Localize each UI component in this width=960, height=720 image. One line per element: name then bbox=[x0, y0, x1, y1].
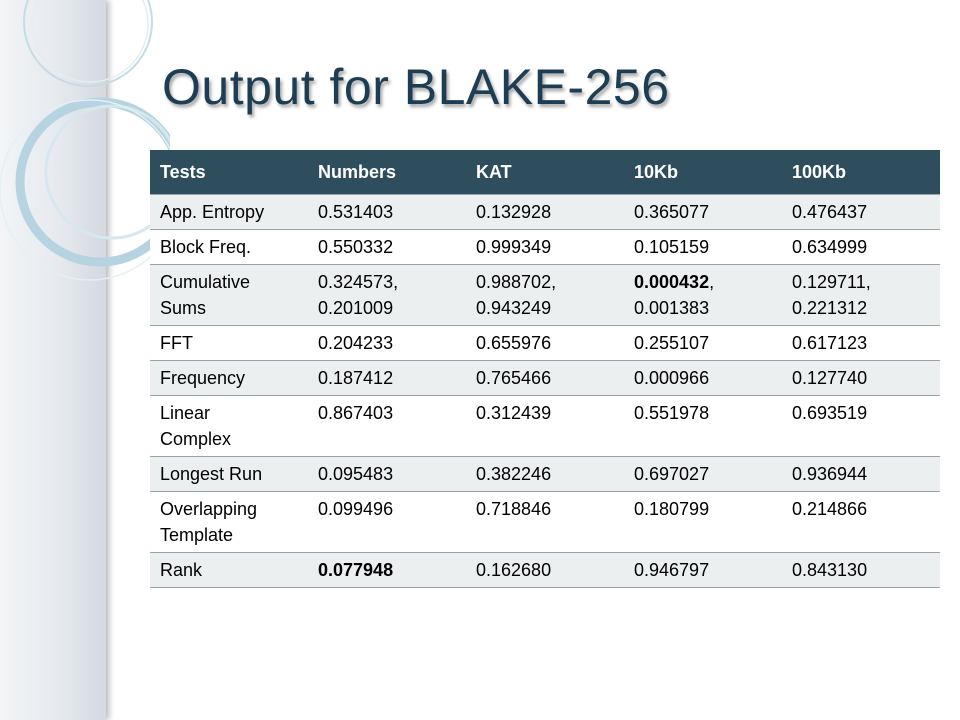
slide-title: Output for BLAKE-256 bbox=[162, 59, 670, 115]
cell-kat: 0.382246 bbox=[466, 457, 624, 492]
cell-test: Rank bbox=[150, 553, 308, 588]
cell-text-line: Linear bbox=[160, 403, 211, 423]
table-row bbox=[150, 457, 940, 492]
cell-numbers: 0.867403 bbox=[308, 396, 466, 457]
cell-numbers: 0.077948 bbox=[308, 553, 466, 588]
cell-numbers: 0.095483 bbox=[308, 457, 466, 492]
table-row bbox=[150, 492, 940, 553]
cell-text-line: Template bbox=[160, 525, 234, 545]
cell-kat: 0.718846 bbox=[466, 492, 624, 553]
cell-100kb: 0.617123 bbox=[782, 326, 940, 361]
cell-100kb bbox=[782, 265, 940, 326]
cell-text-line: Sums bbox=[160, 298, 207, 318]
cell-text-line: 0.201009 bbox=[318, 298, 394, 318]
cell-kat bbox=[466, 265, 624, 326]
cell-text-line: 0.221312 bbox=[792, 298, 868, 318]
cell-test: Block Freq. bbox=[150, 230, 308, 265]
cell-test: FFT bbox=[150, 326, 308, 361]
cell-10kb: 0.180799 bbox=[624, 492, 782, 553]
cell-100kb: 0.843130 bbox=[782, 553, 940, 588]
header-10kb: 10Kb bbox=[624, 150, 782, 195]
table-row bbox=[150, 396, 940, 457]
cell-text-line: 0.943249 bbox=[476, 298, 552, 318]
cell-text-line: 0.129711, bbox=[792, 272, 871, 292]
cell-kat: 0.655976 bbox=[466, 326, 624, 361]
cell-100kb: 0.693519 bbox=[782, 396, 940, 457]
cell-separator: , bbox=[709, 272, 715, 292]
header-100kb: 100Kb bbox=[782, 150, 940, 195]
table-row bbox=[150, 361, 940, 396]
cell-text-line: 0.001383 bbox=[634, 298, 710, 318]
cell-text-line: Complex bbox=[160, 429, 232, 449]
cell-kat: 0.162680 bbox=[466, 553, 624, 588]
cell-100kb: 0.634999 bbox=[782, 230, 940, 265]
cell-10kb: 0.255107 bbox=[624, 326, 782, 361]
cell-numbers bbox=[308, 265, 466, 326]
cell-bold-value: 0.000432 bbox=[634, 272, 710, 292]
cell-numbers: 0.531403 bbox=[308, 195, 466, 230]
cell-test: App. Entropy bbox=[150, 195, 308, 230]
cell-10kb: 0.946797 bbox=[624, 553, 782, 588]
table-row bbox=[150, 195, 940, 230]
cell-10kb: 0.697027 bbox=[624, 457, 782, 492]
cell-100kb: 0.476437 bbox=[782, 195, 940, 230]
decorative-circles bbox=[0, 0, 170, 300]
table-row bbox=[150, 230, 940, 265]
header-tests: Tests bbox=[150, 150, 308, 195]
cell-100kb: 0.936944 bbox=[782, 457, 940, 492]
cell-10kb: 0.365077 bbox=[624, 195, 782, 230]
cell-kat: 0.765466 bbox=[466, 361, 624, 396]
table-row bbox=[150, 265, 940, 326]
cell-10kb bbox=[624, 265, 782, 326]
results-table bbox=[150, 150, 940, 588]
cell-kat: 0.132928 bbox=[466, 195, 624, 230]
cell-text-line: Overlapping bbox=[160, 499, 258, 519]
table-row bbox=[150, 553, 940, 588]
cell-numbers: 0.099496 bbox=[308, 492, 466, 553]
cell-numbers: 0.550332 bbox=[308, 230, 466, 265]
table-row bbox=[150, 326, 940, 361]
cell-100kb: 0.127740 bbox=[782, 361, 940, 396]
cell-test bbox=[150, 492, 308, 553]
cell-100kb: 0.214866 bbox=[782, 492, 940, 553]
cell-10kb: 0.105159 bbox=[624, 230, 782, 265]
cell-test: Longest Run bbox=[150, 457, 308, 492]
cell-text-line: 0.988702, bbox=[476, 272, 557, 292]
header-kat: KAT bbox=[466, 150, 624, 195]
cell-test bbox=[150, 396, 308, 457]
cell-text-line: Cumulative bbox=[160, 272, 251, 292]
header-numbers: Numbers bbox=[308, 150, 466, 195]
cell-kat: 0.312439 bbox=[466, 396, 624, 457]
table-header-row bbox=[150, 150, 940, 195]
cell-test: Frequency bbox=[150, 361, 308, 396]
cell-numbers: 0.204233 bbox=[308, 326, 466, 361]
cell-test bbox=[150, 265, 308, 326]
cell-10kb: 0.000966 bbox=[624, 361, 782, 396]
cell-text-line: 0.324573, bbox=[318, 272, 399, 292]
cell-kat: 0.999349 bbox=[466, 230, 624, 265]
cell-numbers: 0.187412 bbox=[308, 361, 466, 396]
cell-10kb: 0.551978 bbox=[624, 396, 782, 457]
